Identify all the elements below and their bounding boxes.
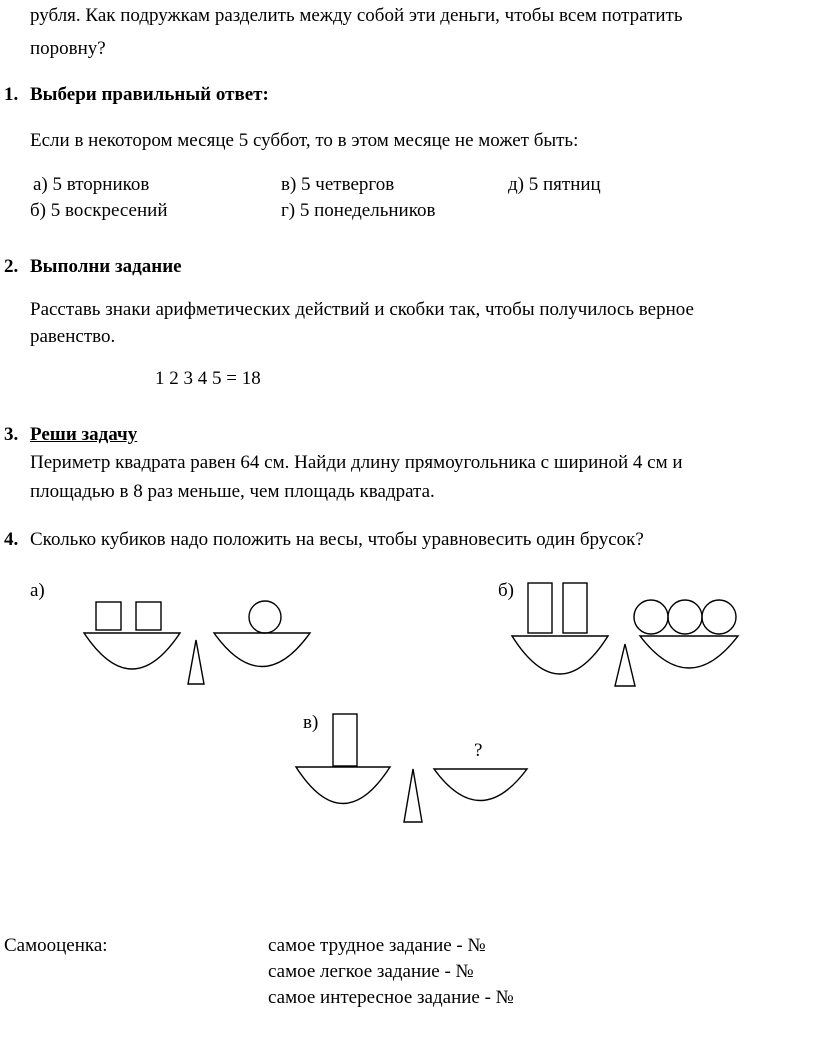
scale-b-fulcrum	[615, 644, 635, 686]
scale-a-fulcrum	[188, 640, 204, 684]
scale-v-bar	[333, 714, 357, 766]
task3-text-2: площадью в 8 раз меньше, чем площадь квадрата.	[30, 481, 435, 502]
task1-title: Выбери правильный ответ:	[30, 84, 269, 105]
scale-b-ball-3	[702, 600, 736, 634]
scale-a-left-pan	[84, 633, 180, 669]
task2-text-1: Расставь знаки арифметических действий и скобки так, чтобы получилось верное	[30, 299, 694, 320]
task4-unknown-mark: ?	[474, 740, 483, 761]
scale-a-right-pan	[214, 633, 310, 667]
scale-b-right-pan	[640, 636, 738, 668]
task2-text-2: равенство.	[30, 326, 116, 347]
task2-title: Выполни задание	[30, 256, 182, 277]
task1-option-d: д) 5 пятниц	[508, 174, 601, 195]
self-assessment-hardest: самое трудное задание - №	[268, 935, 486, 956]
task4-label-v: в)	[303, 712, 319, 733]
self-assessment-easiest: самое легкое задание - №	[268, 961, 474, 982]
scale-v	[296, 714, 527, 822]
self-assessment-interesting: самое интересное задание - №	[268, 987, 514, 1008]
intro-line-1: рубля. Как подружкам разделить между собой эти деньги, чтобы всем потратить	[30, 5, 683, 26]
task3-title: Реши задачу	[30, 424, 138, 445]
task3-number: 3.	[4, 424, 19, 445]
task1-number: 1.	[4, 84, 19, 105]
task4-question: Сколько кубиков надо положить на весы, чтобы уравновесить один брусок?	[30, 529, 644, 550]
scale-a-cube-2	[136, 602, 161, 630]
task4-label-a: а)	[30, 580, 45, 601]
scale-b-bar-2	[563, 583, 587, 633]
scale-a	[84, 601, 310, 684]
task1-option-g: г) 5 понедельников	[281, 200, 436, 221]
scale-b-ball-1	[634, 600, 668, 634]
task4-number: 4.	[4, 529, 19, 550]
self-assessment-label: Самооценка:	[4, 935, 108, 956]
scale-a-ball	[249, 601, 281, 633]
scale-v-fulcrum	[404, 769, 422, 822]
task1-option-a: а) 5 вторников	[33, 174, 150, 195]
task1-option-b: б) 5 воскресений	[30, 200, 168, 221]
scale-a-cube-1	[96, 602, 121, 630]
intro-line-2: поровну?	[30, 38, 106, 59]
task2-number: 2.	[4, 256, 19, 277]
scale-b-ball-2	[668, 600, 702, 634]
task3-text-1: Периметр квадрата равен 64 см. Найди длину прямоугольника с шириной 4 см и	[30, 452, 683, 473]
scale-b	[512, 583, 738, 686]
task2-equation: 1 2 3 4 5 = 18	[155, 368, 261, 389]
task1-option-v: в) 5 четвергов	[281, 174, 395, 195]
task4-label-b: б)	[498, 580, 514, 601]
scale-v-right-pan	[434, 769, 527, 801]
scale-v-left-pan	[296, 767, 390, 804]
scale-b-bar-1	[528, 583, 552, 633]
task1-question: Если в некотором месяце 5 суббот, то в этом месяце не может быть:	[30, 130, 579, 151]
scale-b-left-pan	[512, 636, 608, 674]
